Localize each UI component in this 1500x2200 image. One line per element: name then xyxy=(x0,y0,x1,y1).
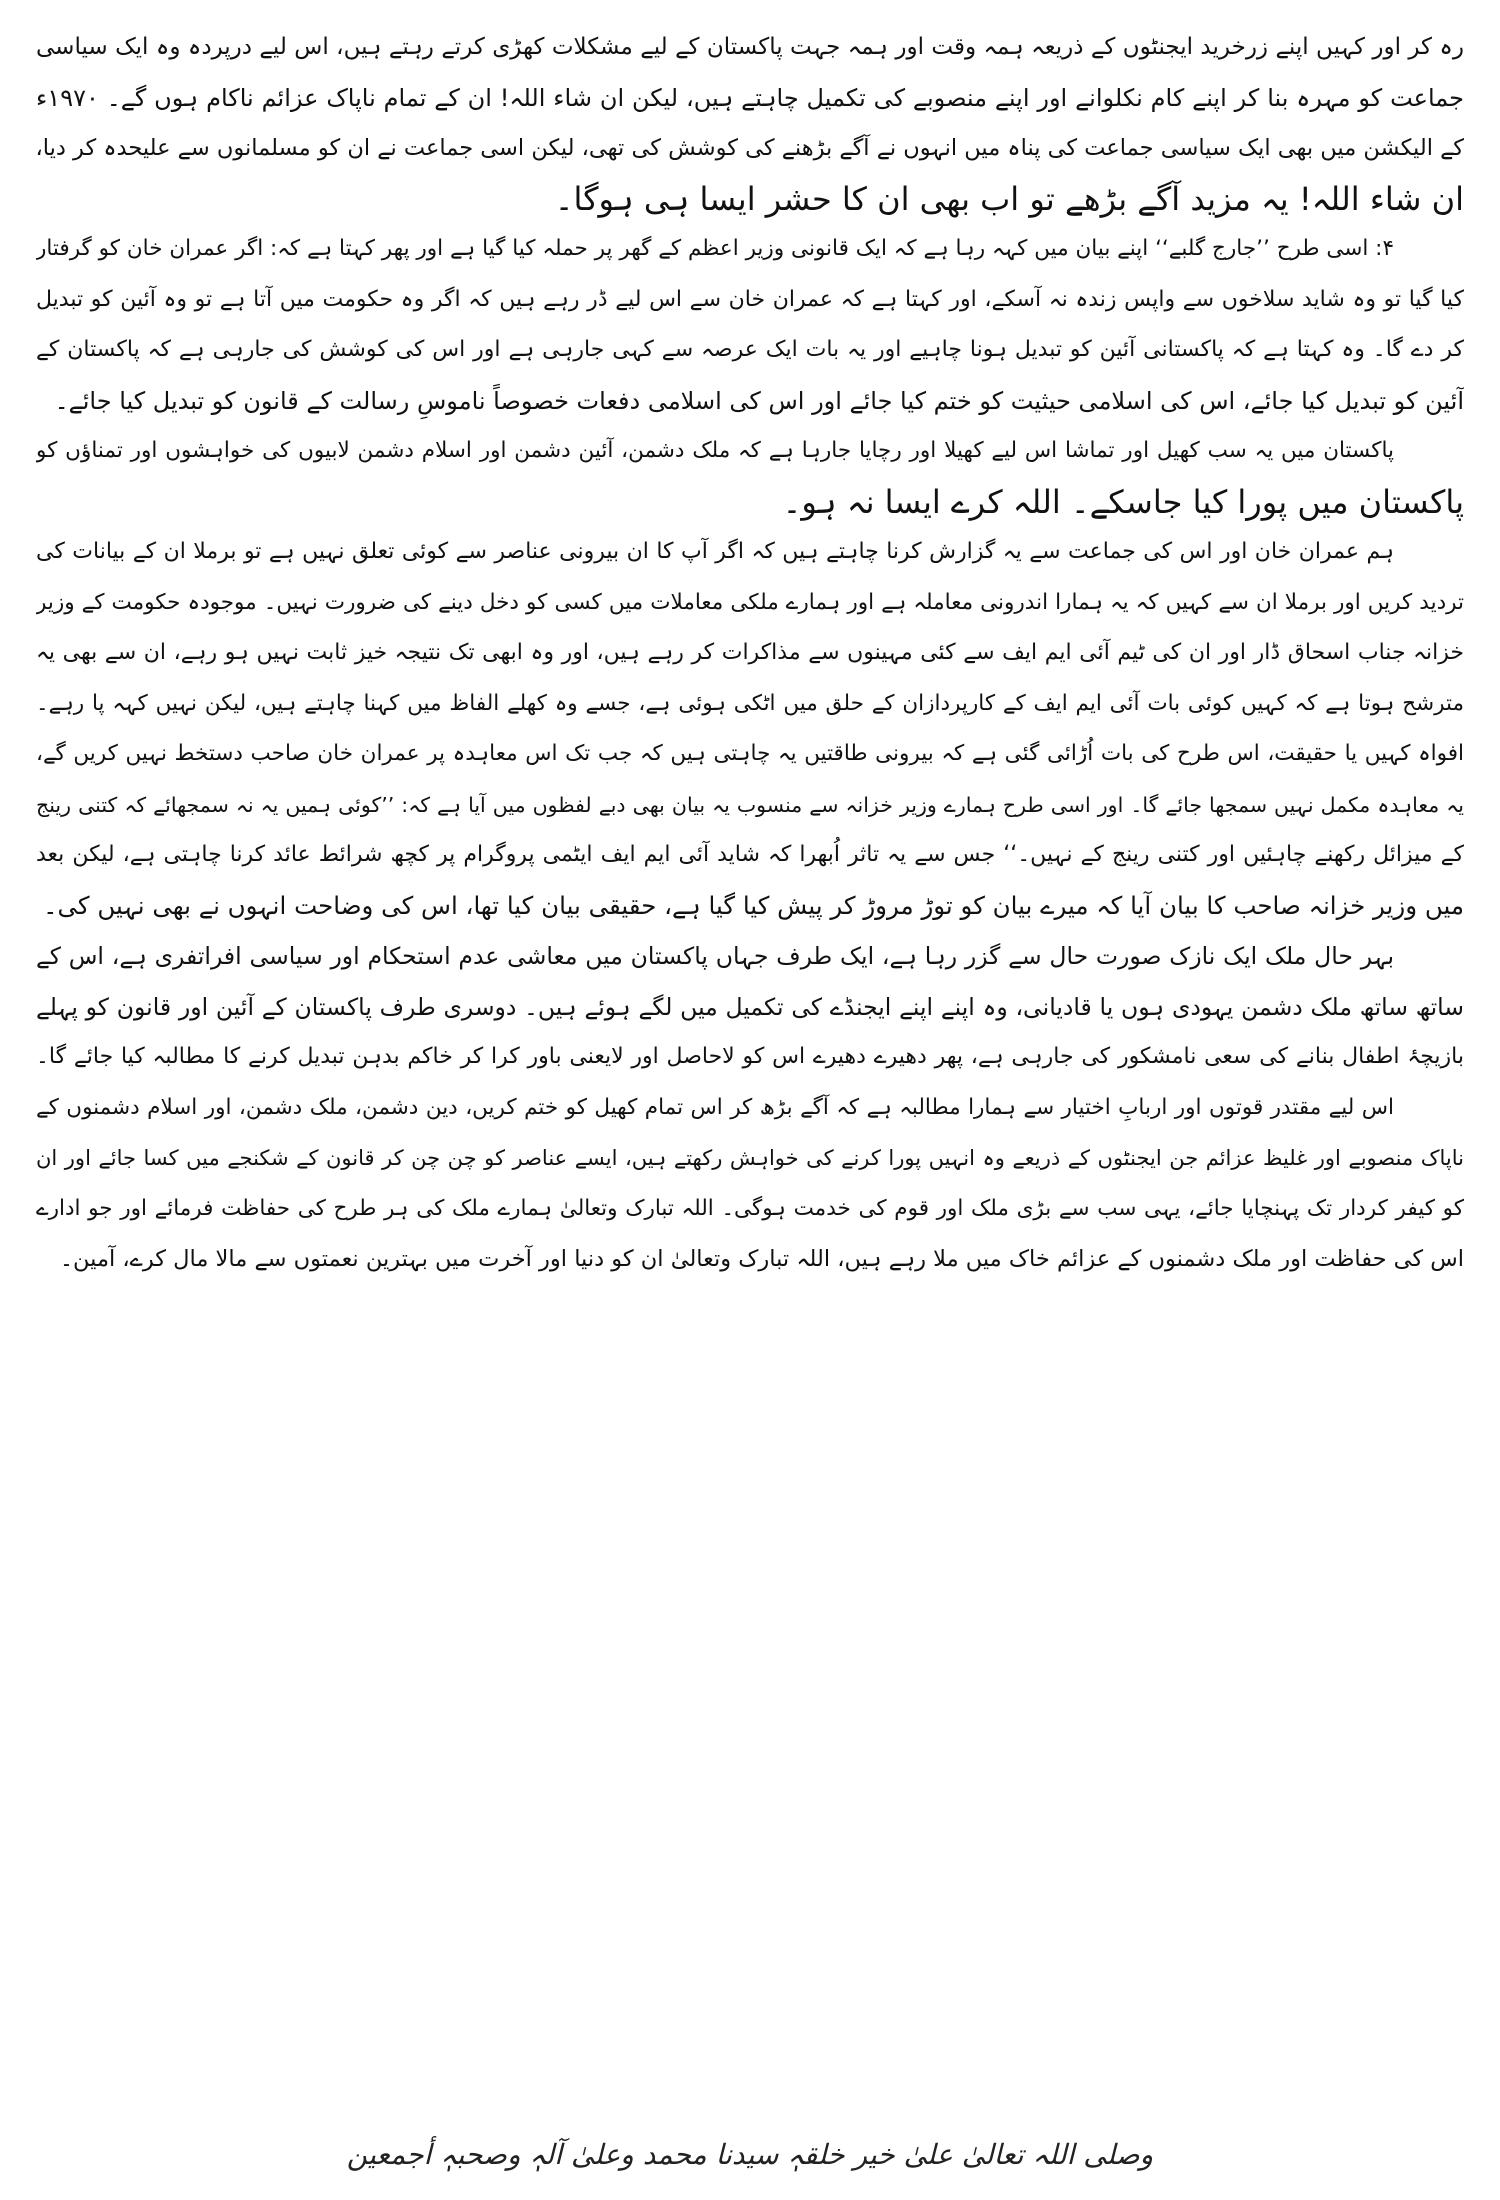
text-line: ساتھ ساتھ ملک دشمن یہودی ہوں یا قادیانی، وہ اپنے اپنے ایجنڈے کی تکمیل میں لگے ہوئے ہیں۔ دوسری طرف پاکستان کے آئین اور قانون کو پہلے xyxy=(36,992,1464,1021)
text-line: میں وزیر خزانہ صاحب کا بیان آیا کہ میرے بیان کو توڑ مروڑ کر پیش کیا گیا ہے، حقیقی بیان کیا تھا، اس کی وضاحت انہوں نے بھی نہیں کی۔ xyxy=(43,890,1464,920)
text-line: ۴: اسی طرح ’’جارج گلبے‘‘ اپنے بیان میں کہہ رہا ہے کہ ایک قانونی وزیر اعظم کے گھر پر حملہ کیا گیا ہے اور پھر کہتا ہے کہ: اگر عمران خان کو گرفتار xyxy=(36,236,1394,261)
text-line: خزانہ جناب اسحاق ڈار اور ان کی ٹیم آئی ایم ایف سے کئی مہینوں سے مذاکرات کر رہے ہیں، اور وہ ابھی تک نتیجہ خیز ثابت نہیں ہو رہے، ان سے بھی یہ xyxy=(36,640,1464,665)
article-body xyxy=(36,22,1464,1285)
text-line: کے میزائل رکھنے چاہئیں اور کتنی رینج کے نہیں۔‘‘ جس سے یہ تاثر اُبھرا کہ شاید آئی ایم ایف ایٹمی پروگرام پر کچھ شرائط عائد کرنا چاہتی ہے، لیکن بعد xyxy=(36,842,1464,867)
text-line: اس لیے مقتدر قوتوں اور اربابِ اختیار سے ہمارا مطالبہ ہے کہ آگے بڑھ کر اس تمام کھیل کو ختم کریں، دین دشمن، ملک دشمن، اور اسلام دشمنوں کے xyxy=(36,1094,1394,1120)
text-line: کو کیفر کردار تک پہنچایا جائے، یہی سب سے بڑی ملک اور قوم کی خدمت ہوگی۔ اللہ تبارک وتعالیٰ ہمارے ملک کی ہر طرح کی حفاظت فرمائے اور جو ادارے xyxy=(36,1195,1464,1221)
text-line: ناپاک منصوبے اور غلیظ عزائم جن ایجنٹوں کے ذریعے وہ انہیں پورا کرنے کی خواہش رکھتے ہیں، ایسے عناصر کو چن چن کر قانون کے شکنجے میں کسا جائے اور ان xyxy=(36,1146,1464,1170)
text-line: بہر حال ملک ایک نازک صورت حال سے گزر رہا ہے، ایک طرف جہاں پاکستان میں معاشی عدم استحکام اور سیاسی افراتفری ہے، اس کے xyxy=(36,942,1394,970)
text-line: کیا گیا تو وہ شاید سلاخوں سے واپس زندہ نہ آسکے، اور کہتا ہے کہ عمران خان سے اس لیے ڈر رہے ہیں کہ اگر وہ حکومت میں آتا ہے تو وہ آئین کو تبدیل xyxy=(36,286,1464,312)
text-line: جماعت کو مہرہ بنا کر اپنے کام نکلوانے اور اپنے منصوبے کی تکمیل چاہتے ہیں، لیکن ان شاء اللہ! ان کے تمام ناپاک عزائم ناکام ہوں گے۔ ۱۹۷۰ء xyxy=(36,83,1464,112)
text-line: مترشح ہوتا ہے کہ کہیں کوئی بات آئی ایم ایف کے کارپردازان کے حلق میں اٹکی ہوئی ہے، جسے وہ کھلے الفاظ میں کہنا چاہتے ہیں، لیکن نہیں کہہ پا رہے۔ xyxy=(36,690,1464,716)
text-line: بازیچۂ اطفال بنانے کی سعی نامشکور کی جارہی ہے، پھر دھیرے دھیرے اس کو لاحاصل اور لایعنی باور کرا کر خاکم بدہن تبدیل کرنے کا مطالبہ کیا جائے گا۔ xyxy=(36,1044,1464,1069)
text-line: افواہ کہیں یا حقیقت، اس طرح کی بات اُڑائی گئی ہے کہ بیرونی طاقتیں یہ چاہتی ہیں کہ جب تک اس معاہدہ پر عمران خان صاحب دستخط نہیں کریں گے، xyxy=(36,741,1464,766)
text-line: کے الیکشن میں بھی ایک سیاسی جماعت کی پناہ میں انہوں نے آگے بڑھنے کی کوشش کی تھی، لیکن اسی جماعت نے ان کو مسلمانوں سے علیحدہ کر دیا، xyxy=(36,135,1464,161)
text-line: تردید کریں اور برملا ان سے کہیں کہ یہ ہمارا اندرونی معاملہ ہے اور ہمارے ملکی معاملات میں کسی کو دخل دینے کی ضرورت نہیں۔ موجودہ حکومت کے وزیر xyxy=(36,589,1464,615)
text-line: پاکستان میں پورا کیا جاسکے۔ اللہ کرے ایسا نہ ہو۔ xyxy=(782,482,1464,521)
text-line: ہم عمران خان اور اس کی جماعت سے یہ گزارش کرنا چاہتے ہیں کہ اگر آپ کا ان بیرونی عناصر سے کوئی تعلق نہیں ہے تو برملا ان کے بیانات کی xyxy=(36,539,1394,564)
text-line: یہ معاہدہ مکمل نہیں سمجھا جائے گا۔ اور اسی طرح ہمارے وزیر خزانہ سے منسوب یہ بیان بھی دبے لفظوں میں آیا ہے کہ: ’’کوئی ہمیں یہ نہ سمجھائے کہ کتنی رینج xyxy=(36,792,1464,817)
text-line: آئین کو تبدیل کیا جائے، اس کی اسلامی حیثیت کو ختم کیا جائے اور اس کی اسلامی دفعات خصوصاً ناموسِ رسالت کے قانون کو تبدیل کیا جائے۔ xyxy=(54,386,1464,415)
text-line: کر دے گا۔ وہ کہتا ہے کہ پاکستانی آئین کو تبدیل ہونا چاہیے اور یہ بات ایک عرصہ سے کہی جارہی ہے اور اس کی کوشش کی جارہی ہے کہ پاکستان کے xyxy=(36,337,1464,362)
text-line: رہ کر اور کہیں اپنے زرخرید ایجنٹوں کے ذریعہ ہمہ وقت اور ہمہ جہت پاکستان کے لیے مشکلات کھڑی کرتے رہتے ہیں، اس لیے درپردہ وہ ایک سیاسی xyxy=(36,34,1464,60)
text-line: پاکستان میں یہ سب کھیل اور تماشا اس لیے کھیلا اور رچایا جارہا ہے کہ ملک دشمن، آئین دشمن اور اسلام دشمن لابیوں کی خواہشوں اور تمناؤں کو xyxy=(36,438,1394,463)
text-line: اس کی حفاظت اور ملک دشمنوں کے عزائم خاک میں ملا رہے ہیں، اللہ تبارک وتعالیٰ ان کو دنیا اور آخرت میں بہترین نعمتوں سے مالا مال کرے، آمین۔ xyxy=(59,1246,1464,1272)
closing-salutation: وصلی اللہ تعالیٰ علیٰ خیر خلقہٖ سیدنا محمد وعلیٰ آلہٖ وصحبہٖ أجمعین xyxy=(346,2138,1154,2171)
text-line: ان شاء اللہ! یہ مزید آگے بڑھے تو اب بھی ان کا حشر ایسا ہی ہوگا۔ xyxy=(554,179,1464,218)
